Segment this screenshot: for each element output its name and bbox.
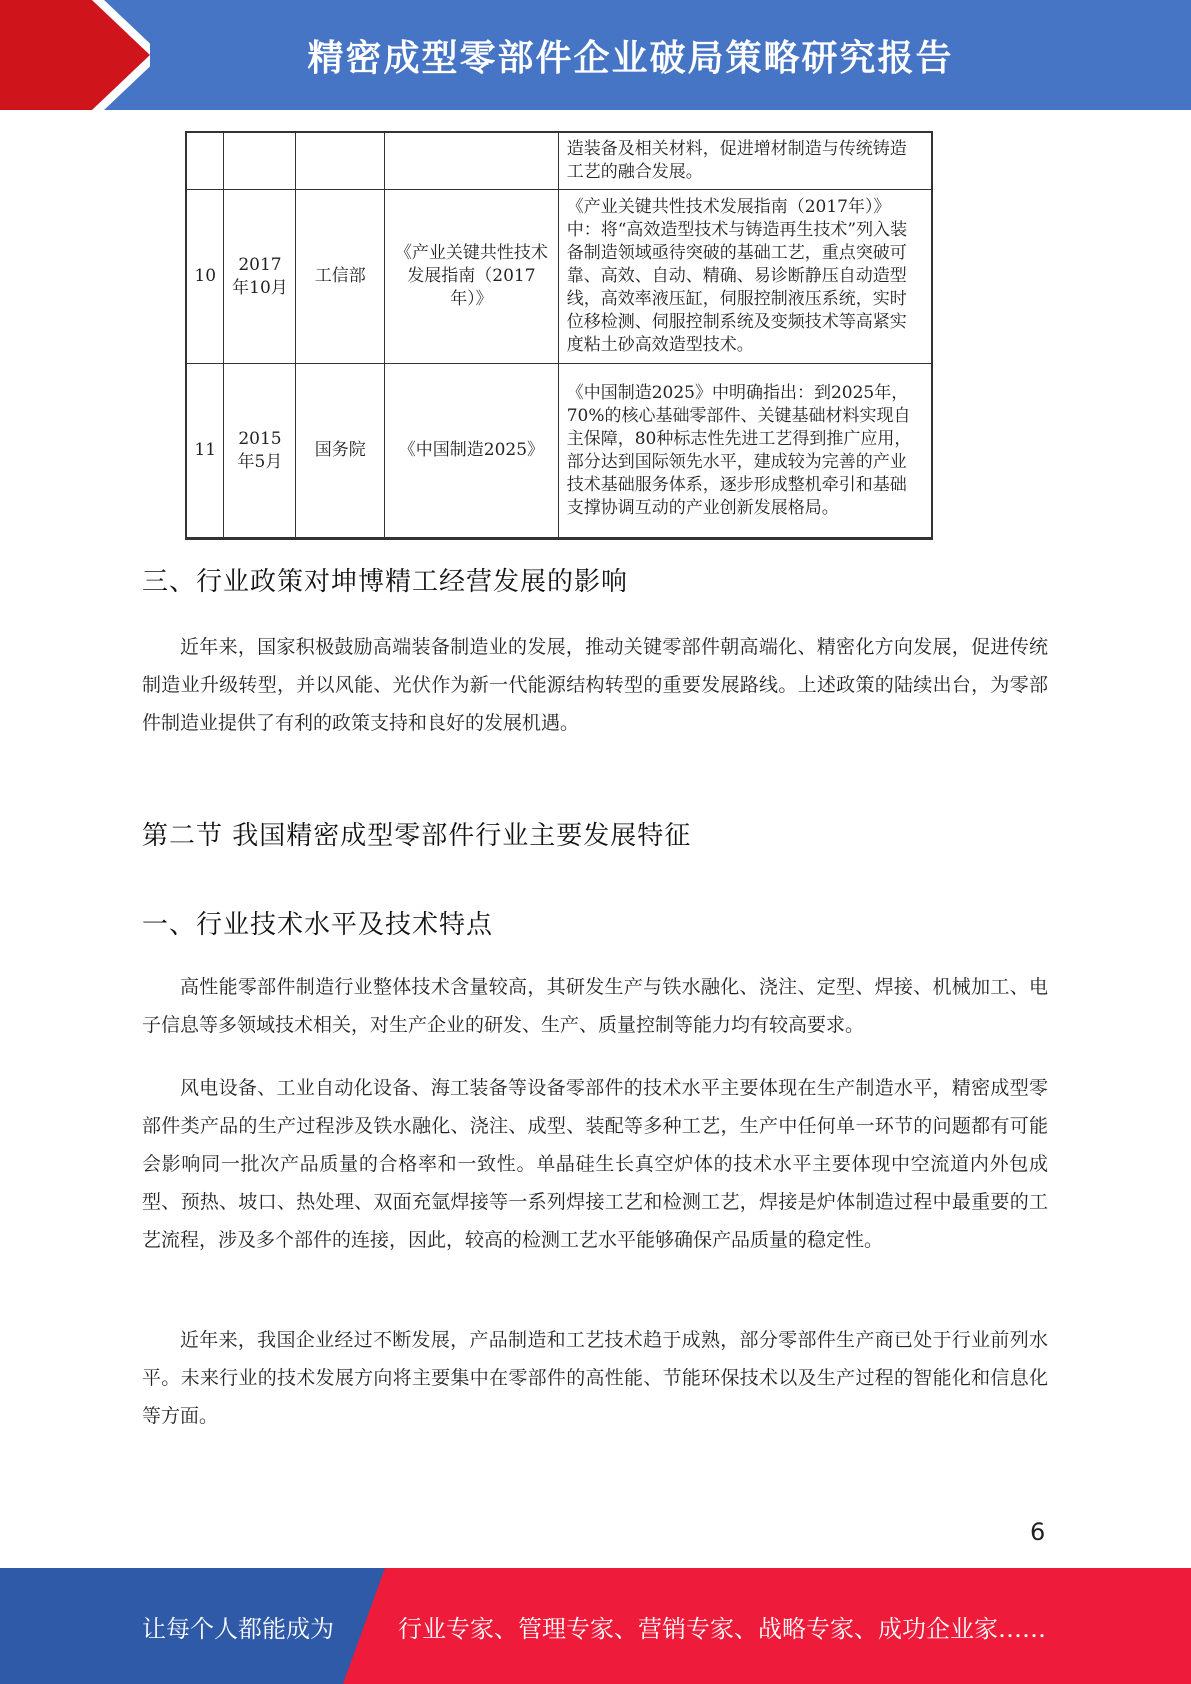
table-row [186, 190, 932, 364]
footer-slogan-right: 行业专家、管理专家、营销专家、战略专家、成功企业家…… [398, 1614, 1046, 1643]
cell-doc: 《中国制造2025》 [385, 364, 559, 539]
report-title: 精密成型零部件企业破局策略研究报告 [307, 37, 954, 79]
cell-no [186, 132, 224, 190]
cell-date [224, 132, 296, 190]
table-row [186, 364, 932, 539]
cell-desc: 造装备及相关材料，促进增材制造与传统铸造工艺的融合发展。 [558, 132, 932, 190]
policy-table [185, 131, 933, 540]
paragraph-tech-2: 风电设备、工业自动化设备、海工装备等设备零部件的技术水平主要体现在生产制造水平，精密成型零部件类产品的生产过程涉及铁水融化、浇注、成型、装配等多种工艺，生产中任何单一环节的问题都有可能会影响同一批次产品质量的合格率和一致性。单晶硅生长真空炉体的技术水平主要体现中空流道内外包成型、预热、坡口、热处理、双面充氩焊接等一系列焊接工艺和检测工艺，焊接是炉体制造过程中最重要的工艺流程，涉及多个部件的连接，因此，较高的检测工艺水平能够确保产品质量的稳定性。 [142, 1077, 1048, 1251]
cell-date: 2017年10月 [224, 190, 296, 364]
footer-slogan-left: 让每个人都能成为 [142, 1614, 334, 1643]
paragraph-policy-impact: 近年来，国家积极鼓励高端装备制造业的发展，推动关键零部件朝高端化、精密化方向发展，促进传统制造业升级转型，并以风能、光伏作为新一代能源结构转型的重要发展路线。上述政策的陆续出台，为零部件制造业提供了有利的政策支持和良好的发展机遇。 [142, 636, 1048, 734]
paragraph-tech-1: 高性能零部件制造行业整体技术含量较高，其研发生产与铁水融化、浇注、定型、焊接、机械加工、电子信息等多领域技术相关，对生产企业的研发、生产、质量控制等能力均有较高要求。 [142, 976, 1048, 1036]
paragraph-tech-3: 近年来，我国企业经过不断发展，产品制造和工艺技术趋于成熟，部分零部件生产商已处于行业前列水平。未来行业的技术发展方向将主要集中在零部件的高性能、节能环保技术以及生产过程的智能化和信息化等方面。 [142, 1329, 1048, 1427]
cell-desc: 《中国制造2025》中明确指出：到2025年，70%的核心基础零部件、关键基础材料实现自主保障，80种标志性先进工艺得到推广应用，部分达到国际领先水平，建成较为完善的产业技术基础服务体系，逐步形成整机牵引和基础支撑协调互动的产业创新发展格局。 [558, 364, 932, 539]
page-footer [0, 1568, 1191, 1684]
cell-dept: 国务院 [296, 364, 385, 539]
table-row [186, 132, 932, 190]
page-number: 6 [1030, 1518, 1046, 1546]
section-heading-tech-level: 一、行业技术水平及技术特点 [142, 910, 494, 940]
cell-desc: 《产业关键共性技术发展指南（2017年）》中：将“高效造型技术与铸造再生技术”列入装备制造领域亟待突破的基础工艺，重点突破可靠、高效、自动、精确、易诊断静压自动造型线，高效率液压缸，伺服控制液压系统，实时位移检测、伺服控制系统及变频技术等高紧实度粘土砂高效造型技术。 [558, 190, 932, 364]
page-header [0, 0, 1191, 110]
cell-dept [296, 132, 385, 190]
section-heading-policy-impact: 三、行业政策对坤博精工经营发展的影响 [142, 567, 629, 597]
cell-doc: 《产业关键共性技术发展指南（2017年）》 [385, 190, 559, 364]
chapter-heading: 第二节 我国精密成型零部件行业主要发展特征 [142, 821, 692, 851]
cell-dept: 工信部 [296, 190, 385, 364]
cell-date: 2015年5月 [224, 364, 296, 539]
cell-no: 11 [186, 364, 224, 539]
cell-doc [385, 132, 559, 190]
cell-no: 10 [186, 190, 224, 364]
header-chevron-decoration [0, 0, 150, 110]
